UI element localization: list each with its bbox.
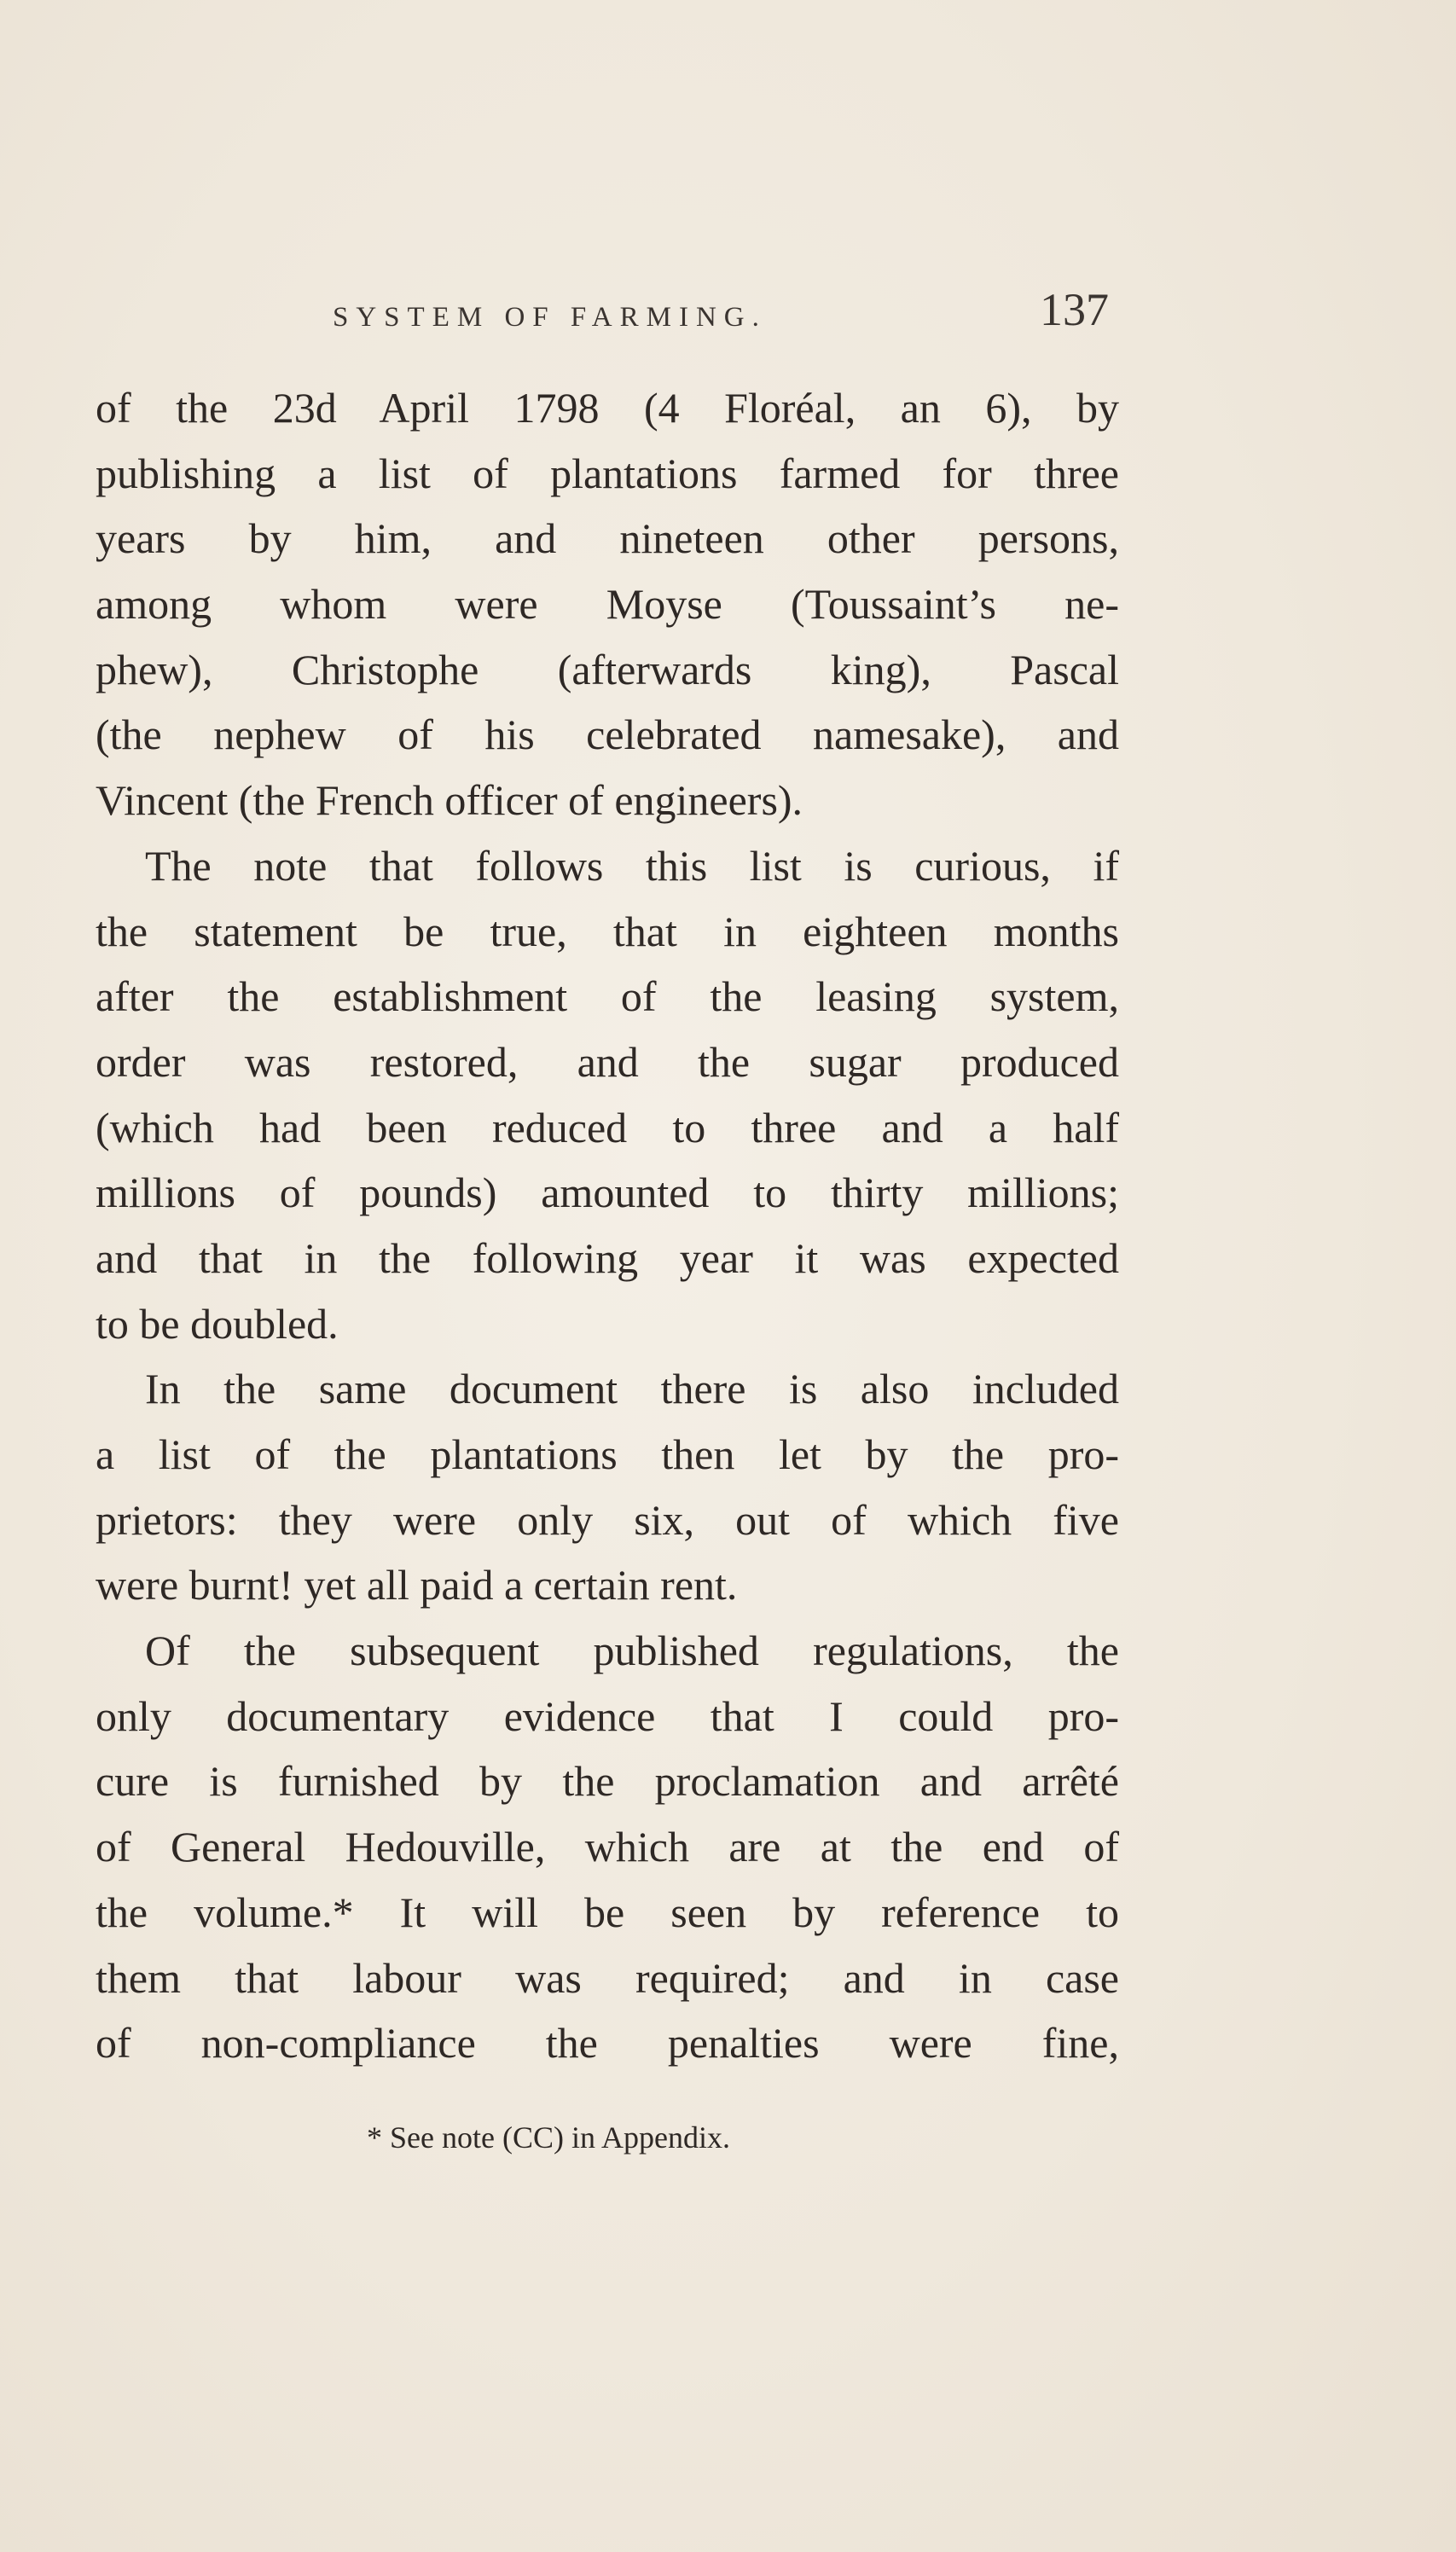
- text-line: (the nephew of his celebrated namesake), and: [96, 710, 1119, 759]
- text-line: to be doubled.: [96, 1299, 339, 1348]
- page-header: [333, 283, 1117, 343]
- text-line: and that in the following year it was expected: [96, 1233, 1119, 1282]
- text-line: years by him, and nineteen other persons,: [96, 514, 1119, 563]
- text-line: order was restored, and the sugar produced: [96, 1037, 1119, 1086]
- text-line: publishing a list of plantations farmed for three: [96, 449, 1119, 497]
- running-head: SYSTEM OF FARMING.: [333, 302, 767, 333]
- text-line: a list of the plantations then let by the pro-: [96, 1430, 1119, 1478]
- text-line: only documentary evidence that I could pro-: [96, 1691, 1119, 1740]
- text-line: The note that follows this list is curious, if: [145, 841, 1119, 890]
- text-line: the volume.* It will be seen by reference to: [96, 1888, 1119, 1936]
- text-line: Vincent (the French officer of engineers).: [96, 776, 803, 825]
- text-line: the statement be true, that in eighteen months: [96, 907, 1119, 955]
- body-text: [96, 375, 1119, 2076]
- text-line: were burnt! yet all paid a certain rent.: [96, 1561, 738, 1610]
- text-line: of non-compliance the penalties were fine,: [96, 2019, 1119, 2068]
- text-line: phew), Christophe (afterwards king), Pascal: [96, 645, 1119, 693]
- text-line: of the 23d April 1798 (4 Floréal, an 6), by: [96, 384, 1119, 432]
- footnote: * See note (CC) in Appendix.: [367, 2120, 730, 2155]
- text-line: cure is furnished by the proclamation and arrêté: [96, 1757, 1119, 1806]
- text-line: millions of pounds) amounted to thirty millions;: [96, 1169, 1119, 1217]
- text-line: In the same document there is also included: [145, 1365, 1119, 1413]
- text-line: after the establishment of the leasing system,: [96, 972, 1119, 1021]
- text-line: them that labour was required; and in case: [96, 1953, 1119, 2002]
- text-line: (which had been reduced to three and a half: [96, 1103, 1119, 1151]
- page-number: 137: [1040, 284, 1109, 335]
- text-line: among whom were Moyse (Toussaint’s ne-: [96, 580, 1119, 629]
- text-line: Of the subsequent published regulations, the: [145, 1627, 1119, 1675]
- text-line: of General Hedouville, which are at the end of: [96, 1823, 1119, 1871]
- text-line: prietors: they were only six, out of which five: [96, 1495, 1119, 1544]
